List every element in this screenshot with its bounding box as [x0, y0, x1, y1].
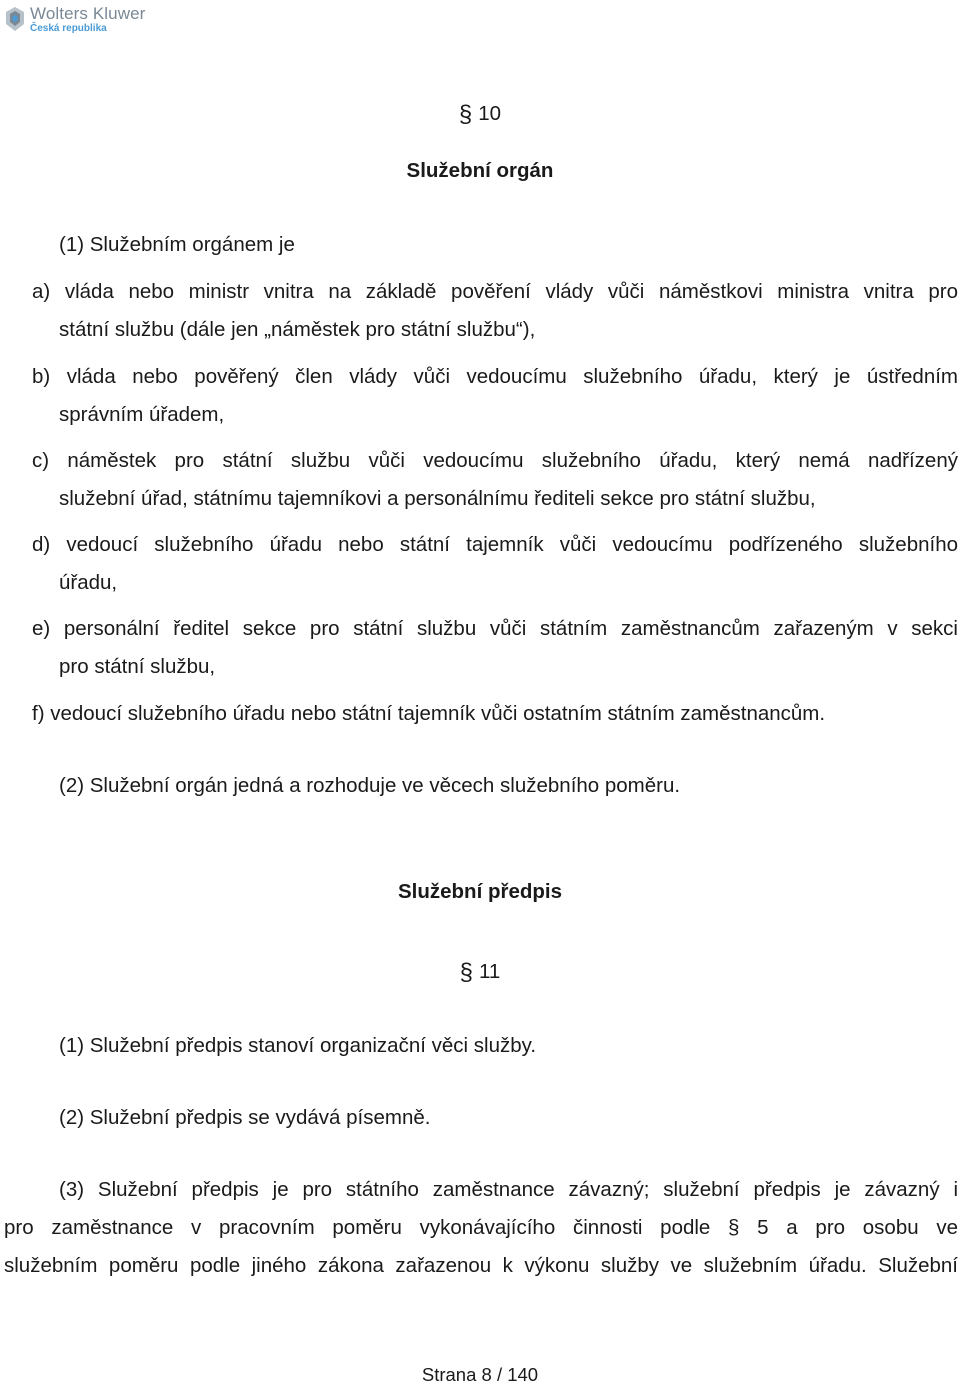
item-b-line-2: správním úřadem,	[59, 403, 225, 426]
paragraph-sign: §	[459, 959, 474, 986]
item-c-line-2: služební úřad, státnímu tajemníkovi a personálnímu řediteli sekce pro státní službu,	[59, 487, 816, 510]
section-number: 10	[478, 102, 502, 125]
paragraph-2: (2) Služební orgán jedná a rozhoduje ve věcech služebního poměru.	[59, 774, 681, 797]
paragraph-sign: §	[458, 101, 473, 128]
item-a-line-1: a) vláda nebo ministr vnitra na základě pověření vlády vůči náměstkovi ministra vnitra pro	[32, 280, 958, 303]
wolters-kluwer-logo-icon	[4, 6, 26, 32]
section-11-paragraph-3-line-2: pro zaměstnance v pracovním poměru vykonávajícího činnosti podle § 5 a pro osobu ve	[4, 1216, 958, 1239]
item-e-line-1: e) personální ředitel sekce pro státní službu vůči státním zaměstnancům zařazeným v sekci	[32, 617, 958, 640]
section-11-paragraph-1: (1) Služební předpis stanoví organizační věci služby.	[59, 1034, 537, 1057]
section-number: 11	[479, 960, 501, 983]
section-11-paragraph-3-line-3: služebním poměru podle jiného zákona zařazenou k výkonu služby ve služebním úřadu. Služební	[4, 1254, 958, 1277]
publisher-logo	[4, 3, 145, 35]
logo-subtitle: Česká republika	[30, 22, 107, 34]
page-number: Strana 8 / 140	[421, 1364, 539, 1385]
item-a-line-2: státní službu (dále jen „náměstek pro státní službu“),	[59, 318, 536, 341]
paragraph-1-intro: (1) Služebním orgánem je	[59, 233, 295, 256]
item-f-line-1: f) vedoucí služebního úřadu nebo státní tajemník vůči ostatním státním zaměstnancům.	[32, 702, 826, 725]
item-e-line-2: pro státní službu,	[59, 655, 216, 678]
item-b-line-1: b) vláda nebo pověřený člen vlády vůči vedoucímu služebního úřadu, který je ústředním	[32, 365, 958, 388]
section-10-title: Služební orgán	[406, 159, 554, 182]
item-d-line-2: úřadu,	[59, 571, 118, 594]
section-10-heading	[0, 102, 960, 127]
item-d-line-1: d) vedoucí služebního úřadu nebo státní tajemník vůči vedoucímu podřízeného služebního	[32, 533, 958, 556]
section-11-paragraph-2: (2) Služební předpis se vydává písemně.	[59, 1106, 431, 1129]
section-11-heading	[0, 960, 960, 985]
logo-name: Wolters Kluwer	[30, 3, 146, 23]
section-11-paragraph-3-line-1: (3) Služební předpis je pro státního zaměstnance závazný; služební předpis je závazný i	[59, 1178, 958, 1201]
item-c-line-1: c) náměstek pro státní službu vůči vedoucímu služebního úřadu, který nemá nadřízený	[32, 449, 958, 472]
heading-sluzebni-predpis: Služební předpis	[397, 880, 563, 903]
